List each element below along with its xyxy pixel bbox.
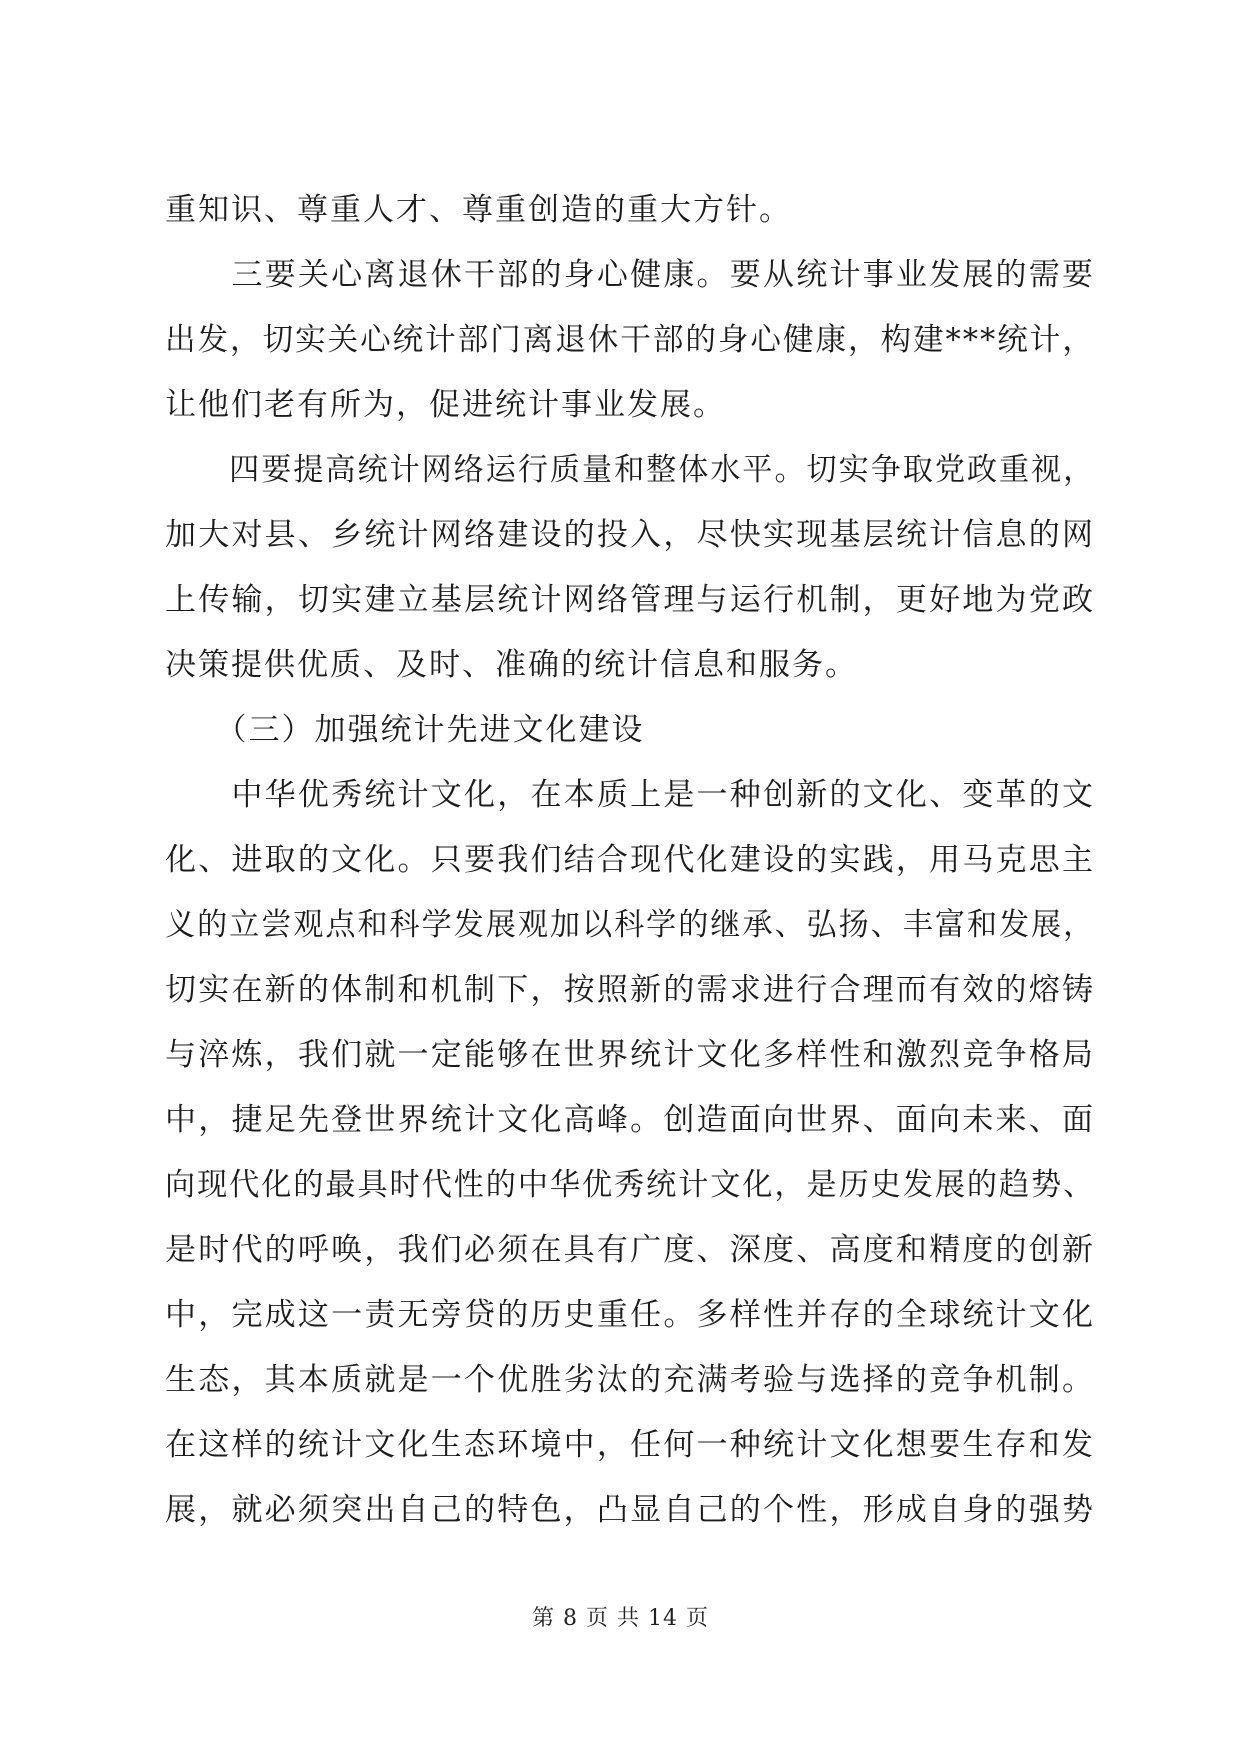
text-line: 中华优秀统计文化，在本质上是一种创新的文化、变革的文	[165, 777, 1095, 813]
text-line: 是时代的呼唤，我们必须在具有广度、深度、高度和精度的创新	[165, 1232, 1095, 1268]
text-line: 让他们老有所为，促进统计事业发展。	[165, 387, 726, 423]
text-line: 中，捷足先登世界统计文化高峰。创造面向世界、面向未来、面	[165, 1102, 1095, 1138]
page-number-footer: 第 8 页 共 14 页	[532, 1606, 709, 1631]
text-line: 四要提高统计网络运行质量和整体水平。切实争取党政重视，	[165, 452, 1096, 488]
text-line: 化、进取的文化。只要我们结合现代化建设的实践，用马克思主	[165, 842, 1095, 878]
text-line: 与淬炼，我们就一定能够在世界统计文化多样性和激烈竞争格局	[165, 1037, 1095, 1073]
text-line: 向现代化的最具时代性的中华优秀统计文化，是历史发展的趋势、	[165, 1167, 1096, 1203]
section-heading: （三）加强统计先进文化建设	[165, 712, 645, 748]
text-line: 上传输，切实建立基层统计网络管理与运行机制，更好地为党政	[165, 582, 1095, 618]
text-line: 出发，切实关心统计部门离退休干部的身心健康，构建***统计，	[165, 322, 1095, 358]
text-line: 义的立尝观点和科学发展观加以科学的继承、弘扬、丰富和发展，	[165, 907, 1096, 943]
text-line: 三要关心离退休干部的身心健康。要从统计事业发展的需要	[165, 257, 1095, 293]
text-line: 加大对县、乡统计网络建设的投入，尽快实现基层统计信息的网	[165, 517, 1095, 553]
text-line: 展，就必须突出自己的特色，凸显自己的个性，形成自身的强势	[165, 1492, 1095, 1528]
text-line: 重知识、尊重人才、尊重创造的重大方针。	[165, 192, 792, 228]
text-line: 生态，其本质就是一个优胜劣汰的充满考验与选择的竞争机制。	[165, 1362, 1095, 1398]
text-line: 中，完成这一责无旁贷的历史重任。多样性并存的全球统计文化	[165, 1297, 1095, 1333]
text-line: 决策提供优质、及时、准确的统计信息和服务。	[165, 647, 858, 683]
text-line: 切实在新的体制和机制下，按照新的需求进行合理而有效的熔铸	[165, 972, 1095, 1008]
text-line: 在这样的统计文化生态环境中，任何一种统计文化想要生存和发	[165, 1427, 1095, 1463]
